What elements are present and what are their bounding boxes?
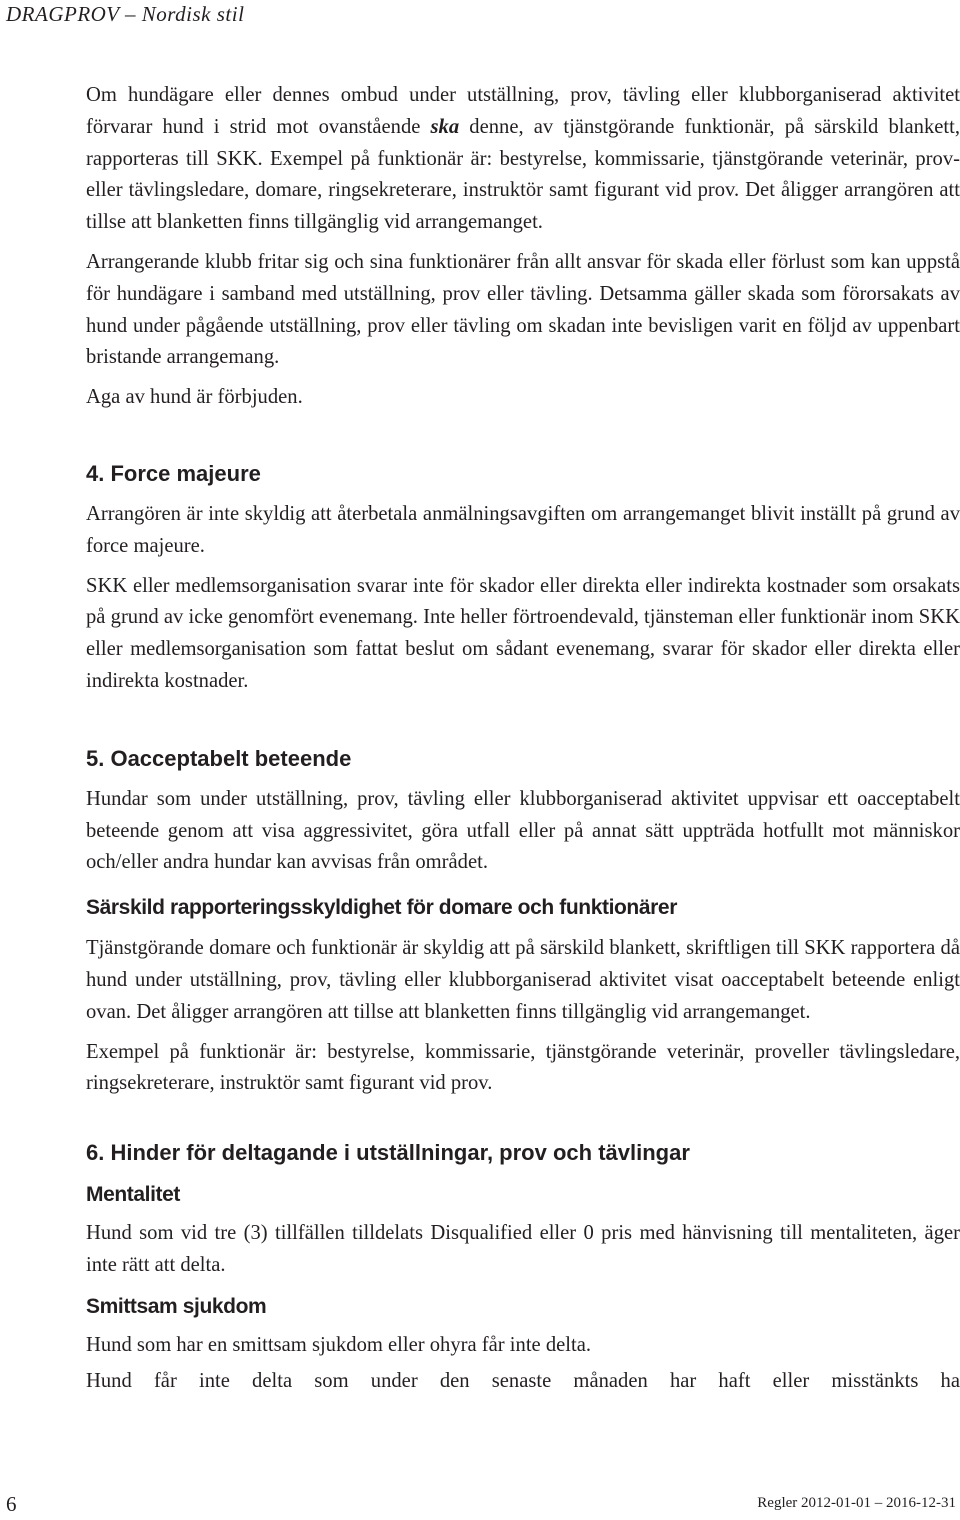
section-6-paragraph-mentalitet: Hund som vid tre (3) tillfällen tilldelats Disqualified eller 0 pris med hänvisning till mentaliteten, äger inte rätt att delta. (86, 1222, 960, 1276)
running-header: DRAGPROV – Nordisk stil (6, 2, 245, 26)
section-5-heading: 5. Oacceptabelt beteende (86, 745, 352, 771)
section-4-heading: 4. Force majeure (86, 460, 261, 486)
paragraph-ombud (86, 80, 960, 239)
document-body (86, 80, 960, 1397)
section-5-paragraph-2: Tjänstgörande domare och funktionär är skyldig att på särskild blankett, skriftligen till SKK rapportera då hund under utställning, prov, tävling eller klubborganiserad aktivitet visat oacceptabelt beteende enligt ovan. Det åligger arrangören att tillse att blanketten finns tillgänglig vid arrangemanget. (86, 937, 960, 1023)
paragraph-ombud-end: denne, av tjänstgörande funktionär, på särskild blankett, rapporteras till SKK. Exempel på funktionär är: bestyrelse, kommissarie, tjänstgörande veterinär, prov- eller tävlingsledare, domare, ringsekreterare, instruktör samt figurant vid prov. Det åligger arrangören att tillse att blanketten finns tillgänglig vid arrangemanget. (86, 115, 960, 234)
section-6-subheading-smittsam: Smittsam sjukdom (86, 1294, 267, 1318)
paragraph-ansvar: Arrangerande klubb fritar sig och sina funktionärer från allt ansvar för skada eller förlust som kan uppstå för hundägare i samband med utställning, prov eller tävling. Detsamma gäller skada som förorsakats av hund under pågående utställning, prov eller tävling om skadan inte bevisligen varit en följd av uppenbart bristande arrangemang. (86, 250, 960, 369)
section-5-paragraph-3: Exempel på funktionär är: bestyrelse, kommissarie, tjänstgörande veterinär, proveller tävlingsledare, ringsekreterare, instruktör samt figurant vid prov. (86, 1040, 960, 1095)
section-6-paragraph-smittsam: Hund som har en smittsam sjukdom eller ohyra får inte delta. (86, 1333, 591, 1356)
section-6-heading: 6. Hinder för deltagande i utställningar, prov och tävlingar (86, 1140, 690, 1166)
section-4-paragraph-1: Arrangören är inte skyldig att återbetala anmälningsavgiften om arrangemanget blivit inställt på grund av force majeure. (86, 502, 960, 557)
section-4-paragraph-2: SKK eller medlemsorganisation svarar inte för skador eller direkta eller indirekta kostnader som orsakats på grund av icke genomfört evenemang. Inte heller förtroendevald, tjänsteman eller funktionär inom SKK eller medlemsorganisation som fattat beslut om sådant evenemang, svarar för skador eller direkta eller indirekta kostnader. (86, 574, 960, 692)
page-number: 6 (6, 1492, 17, 1516)
emphasis-ska: ska (430, 115, 460, 138)
section-6-subheading-mentalitet: Mentalitet (86, 1183, 181, 1207)
section-6-paragraph-manad: Hund får inte delta som under den senaste månaden har haft eller misstänkts ha (86, 1369, 960, 1392)
paragraph-ombud-start: Om hundägare eller dennes ombud under utställning, prov, tävling eller klubborganiserad aktivitet förvarar hund i strid mot ovanstående (86, 84, 960, 138)
section-5-paragraph-1: Hundar som under utställning, prov, tävling eller klubborganiserad aktivitet uppvisar ett oacceptabelt beteende genom att visa aggressivitet, göra utfall eller på annat sätt uppträda hotfullt mot människor och/eller andra hundar kan avvisas från området. (86, 787, 960, 874)
paragraph-aga: Aga av hund är förbjuden. (86, 386, 303, 409)
footer-rules-period: Regler 2012-01-01 – 2016-12-31 (757, 1495, 956, 1511)
section-5-subheading: Särskild rapporteringsskyldighet för domare och funktionärer (86, 896, 677, 920)
